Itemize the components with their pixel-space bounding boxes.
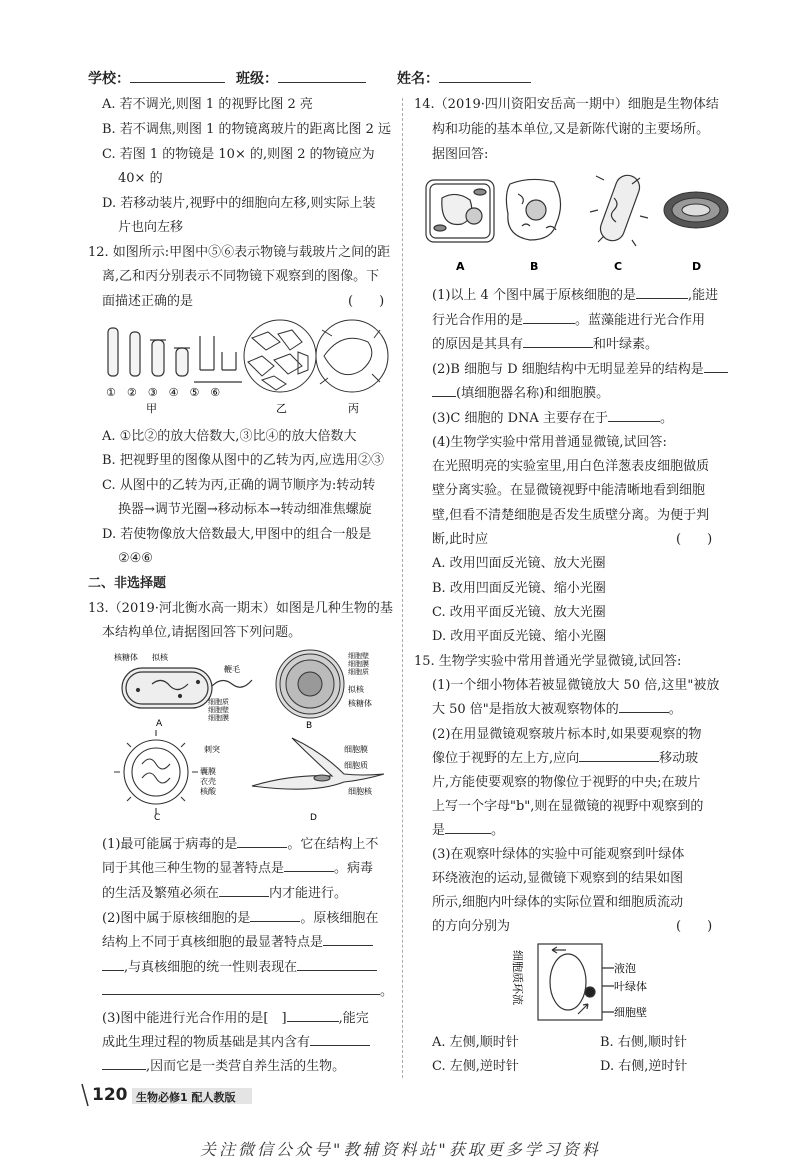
q15-option-d: D. 右侧,逆时针 (600, 1059, 688, 1074)
q14-part1: (1)以上 4 个图中属于原核细胞的是 ,能进 (432, 288, 719, 303)
figd-cytoplasm-label: 细胞质 (344, 761, 368, 770)
figc-envelope-label: 囊膜 (200, 767, 216, 776)
section-heading: 二、非选择题 (88, 576, 167, 591)
figb-tag: B (306, 721, 313, 731)
q14-part4: (4)生物学实验中常用普通显微镜,试回答: (432, 435, 667, 450)
q11-option-c-cont: 40× 的 (118, 171, 163, 186)
q14-tag-c: C (614, 260, 623, 273)
view-bing (316, 320, 388, 392)
q14-option-c: C. 改用平面反光镜、放大光圈 (432, 605, 606, 620)
figa-flagellum-label: 鞭毛 (224, 665, 240, 674)
name-label: 姓名： (397, 68, 531, 88)
q13-part3: (3)图中能进行光合作用的是[ ] ,能完 (102, 1011, 369, 1026)
q14-stem-2: 构和功能的基本单位,又是新陈代谢的主要场所。 (432, 122, 710, 137)
q14-part1-cont: 行光合作用的是 。蓝藻能进行光合作用 (432, 313, 706, 328)
q14-tag-b: B (530, 260, 539, 273)
q13-part3-cont2: ,因而它是一类营自养生活的生物。 (102, 1058, 345, 1076)
q14-part1-cont2: 的原因是其具有 和叶绿素。 (432, 337, 659, 352)
q15-part2-cont3: 上写一个字母"b",则在显微镜的视野中观察到的 (432, 799, 704, 814)
column-divider (402, 98, 403, 1078)
q15-figure (508, 940, 688, 1026)
q11-option-b: B. 若不调焦,则图 1 的物镜离玻片的距离比图 2 远 (102, 122, 392, 137)
q14-part2: (2)B 细胞与 D 细胞结构中无明显差异的结构是 (432, 361, 728, 379)
q12-option-b: B. 把视野里的图像从图中的乙转为丙,应选用②③ (102, 453, 384, 468)
q13-part1-cont2: 的生活及繁殖必须在 内才能进行。 (102, 886, 348, 901)
q15-part1-cont: 大 50 倍"是指放大被观察物体的 。 (432, 702, 682, 717)
q14-part4-cont4: 断,此时应 (432, 532, 489, 547)
footer-slash (82, 1084, 88, 1106)
figb-ribosome-label: 核糖体 (348, 699, 372, 708)
q14-answer-paren: ( ) (676, 532, 713, 547)
figa-tag: A (156, 719, 163, 729)
q12-option-d-cont: ②④⑥ (118, 551, 153, 566)
q13-figure (104, 646, 392, 824)
q11-option-d-cont: 片也向左移 (118, 220, 184, 235)
q14-stem-3: 据图回答: (432, 147, 489, 162)
q13-stem-2: 本结构单位,请据图回答下列问题。 (102, 625, 302, 640)
q15-option-b: B. 右侧,顺时针 (600, 1035, 687, 1050)
figa-membrane-label: 细胞膜 (208, 714, 229, 722)
q13-part3-cont: 成此生理过程的物质基础是其内含有 (102, 1034, 370, 1052)
q14-part4-cont2: 壁分离实验。在显微镜视野中能清晰地看到细胞 (432, 483, 706, 498)
q12-stem-2: 离,乙和丙分别表示不同物镜下观察到的图像。下 (102, 269, 380, 284)
figc-tag: C (154, 813, 161, 823)
q13-part2-cont: 结构上不同于真核细胞的最显著特点是 (102, 934, 373, 952)
bacterium-figure-a (122, 668, 252, 708)
figa-cytoplasm-label: 细胞质 (208, 698, 229, 706)
objective-lenses-figure (108, 328, 242, 382)
q14-tag-a: A (456, 260, 465, 273)
q11-option-d: D. 若移动装片,视野中的细胞向左移,则实际上装 (102, 196, 376, 211)
q14-option-d: D. 改用平面反光镜、缩小光圈 (432, 629, 607, 644)
q12-figure (102, 318, 392, 416)
q12-option-a: A. ①比②的放大倍数大,③比④的放大倍数大 (102, 429, 357, 444)
figa-ribosome-label: 核糖体 (114, 653, 138, 662)
q12-option-d: D. 若使物像放大倍数最大,甲图中的组合一般是 (102, 527, 372, 542)
cyanobacterium-figure-b (276, 650, 344, 718)
q14-stem: 14.（2019·四川资阳安岳高一期中）细胞是生物体结 (414, 97, 719, 112)
q13-part1-cont: 同于其他三种生物的显著特点是 。病毒 (102, 861, 374, 876)
figd-membrane-label: 细胞膜 (344, 745, 368, 754)
q15-part2-cont: 像位于视野的左上方,应向 移动玻 (432, 751, 699, 766)
figure-bing-label: 丙 (348, 402, 359, 415)
figd-tag: D (310, 813, 317, 823)
q14-figure (418, 170, 732, 278)
figa-nucleoid-label: 拟核 (152, 653, 168, 662)
q12-stem-3: 面描述正确的是 (102, 294, 194, 309)
school-label: 学校： (88, 68, 225, 88)
bacterium-figure-c (590, 172, 648, 246)
q15-part2-cont2: 片,方能使要观察的物像位于视野的中央;在玻片 (432, 775, 701, 790)
q11-option-c: C. 若图 1 的物镜是 10× 的,则图 2 的物镜应为 (102, 147, 375, 162)
q15-stem: 15. 生物学实验中常用普通光学显微镜,试回答: (414, 654, 682, 669)
q14-option-a: A. 改用凹面反光镜、放大光圈 (432, 556, 606, 571)
view-yi (244, 320, 316, 392)
q15-answer-paren: ( ) (676, 919, 713, 934)
q14-option-b: B. 改用凹面反光镜、缩小光圈 (432, 581, 606, 596)
figb-cellwall-label: 细胞壁 (348, 652, 369, 660)
figb-membrane-label: 细胞膜 (348, 660, 369, 668)
q15-part3: (3)在观察叶绿体的实验中可能观察到叶绿体 (432, 847, 685, 862)
figa-cellwall-label: 细胞壁 (208, 706, 229, 714)
class-label: 班级： (236, 68, 366, 88)
q15-part2: (2)在用显微镜观察玻片标本时,如果要观察的物 (432, 727, 702, 742)
figc-nucleic-label: 核酸 (200, 787, 216, 796)
figc-spike-label: 刺突 (204, 745, 220, 754)
figure-yi-label: 乙 (276, 402, 287, 415)
plant-cell-figure-a (426, 180, 494, 242)
fig-side-label: 细胞质环流 (511, 950, 524, 1005)
fig-vacuole-label: 液泡 (614, 962, 636, 975)
bottom-note: 关注微信公众号"教辅资料站"获取更多学习资料 (200, 1140, 601, 1159)
book-title: 生物必修1 配人教版 (136, 1091, 236, 1104)
q13-part2-cont3: 。 (102, 983, 393, 1001)
figd-nucleus-label: 细胞核 (348, 787, 372, 796)
q13-part2-cont2: ,与真核细胞的统一性则表现在 (102, 959, 377, 977)
q15-option-c: C. 左侧,逆时针 (432, 1059, 519, 1074)
q14-tag-d: D (692, 260, 702, 273)
cytoplasm-streaming-figure (538, 944, 614, 1020)
figb-nucleoid-label: 拟核 (348, 685, 364, 694)
q12-answer-paren: ( ) (348, 294, 385, 309)
q11-option-a: A. 若不调光,则图 1 的视野比图 2 亮 (102, 97, 313, 112)
animal-cell-figure-b (506, 179, 560, 240)
q15-part3-cont3: 的方向分别为 (432, 919, 511, 934)
q15-part1: (1)一个细小物体若被显微镜放大 50 倍,这里"被放 (432, 678, 720, 693)
lens-numbers: ① ② ③ ④ ⑤ ⑥ (106, 386, 221, 399)
figc-capsid-label: 衣壳 (200, 777, 216, 786)
q14-part2-cont: (填细胞器名称)和细胞膜。 (432, 385, 609, 403)
q13-part1: (1)最可能属于病毒的是 。它在结构上不 (102, 837, 379, 852)
q13-stem: 13.（2019·河北衡水高一期末）如图是几种生物的基 (88, 601, 393, 616)
virus-figure-c (114, 730, 198, 814)
q13-part2: (2)图中属于原核细胞的是 。原核细胞在 (102, 911, 379, 926)
page-number: 120 (92, 1085, 128, 1105)
q12-stem: 12. 如图所示:甲图中⑤⑥表示物镜与载玻片之间的距 (88, 245, 391, 260)
q15-part3-cont2: 所示,细胞内叶绿体的实际位置和细胞质流动 (432, 895, 684, 910)
q14-part3: (3)C 细胞的 DNA 主要存在于 。 (432, 411, 673, 426)
q15-part2-cont4: 是 。 (432, 823, 505, 838)
q15-option-a: A. 左侧,顺时针 (432, 1035, 519, 1050)
q12-option-c: C. 从图中的乙转为丙,正确的调节顺序为:转动转 (102, 478, 376, 493)
q14-part4-cont3: 壁,但看不清楚细胞是否发生质壁分离。为便于判 (432, 508, 710, 523)
figure-jia-label: 甲 (146, 402, 157, 415)
q12-option-c-cont: 换器→调节光圈→移动标本→转动细准焦螺旋 (118, 502, 372, 517)
figb-cytoplasm-label: 细胞质 (348, 668, 369, 676)
q14-part4-cont: 在光照明亮的实验室里,用白色洋葱表皮细胞做质 (432, 459, 710, 474)
fig-cellwall-label: 细胞壁 (614, 1006, 647, 1019)
cyanobacterium-figure-d (664, 192, 728, 228)
q15-part3-cont: 环绕液泡的运动,显微镜下观察到的结果如图 (432, 871, 684, 886)
fig-chloroplast-label: 叶绿体 (614, 980, 647, 993)
